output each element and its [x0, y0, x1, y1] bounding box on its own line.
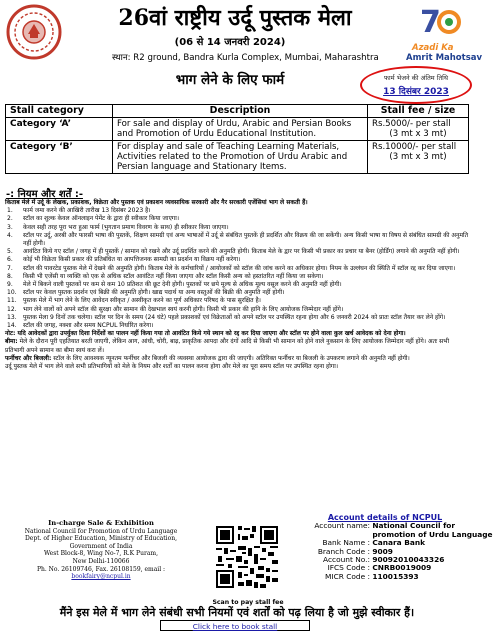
azadi-ka-amrit-mahotsav-logo [404, 4, 483, 64]
rule-text: भाग लेने वालों को अपने स्टॉल की सुरक्षा और सामान की देखभाल स्वयं करनी होगी। किसी भी प्रकार की हानि के लिए आयोजक जिम्मेदार नहीं होंगे। [23, 305, 344, 313]
clause-label: बीमा: [5, 338, 18, 346]
header-description: Description [113, 105, 368, 118]
rule-text: मेले में बिकने वाली पुस्तकों पर कम से कम 10 प्रतिशत की छूट देनी होगी। पुस्तकों पर छपे मूल्य से अधिक मूल्य वसूल करने की अनुमति नहीं होगी। [23, 281, 342, 289]
book-stall-button[interactable]: Click here to book stall [160, 620, 310, 631]
form-title: भाग लेने के लिए फार्म [175, 72, 285, 88]
rules-heading-text: -: नियम और शर्तें :- [6, 189, 83, 200]
rule-text: स्टॉल की जगह, नक्शा और समय NCPUL निर्धारित करेगा। [23, 322, 154, 330]
header-stall-fee: Stall fee / size [368, 105, 469, 118]
mahotsav-75-mark-icon [404, 4, 470, 40]
org-line: Dept. of Higher Education, Ministry of Education, [25, 535, 177, 543]
category-b-fee [368, 141, 469, 174]
rule-number: 8. [7, 272, 13, 280]
rules-heading [6, 186, 83, 200]
rule-number: 14. [7, 322, 17, 330]
stall-category-table [5, 104, 469, 174]
rules-section [5, 199, 469, 371]
rule-text: स्टॉल पर केवल पुस्तक प्रदर्शन एवं बिक्री की अनुमति होगी। खाद्य पदार्थ या अन्य वस्तुओं की बिक्री की अनुमति नहीं होगी। [23, 289, 285, 297]
category-a: Category ‘A’ [6, 118, 113, 141]
rule-number: 10. [7, 289, 17, 297]
insurance-clause [5, 338, 469, 354]
incharge-title: In-charge Sale & Exhibition [48, 519, 154, 527]
stall-size: (3 mt x 3 mt) [389, 152, 447, 162]
fee-amount: Rs.5000/- per stall [372, 119, 451, 129]
rule-text: किसी भी एजेंसी या व्यक्ति को एक से अधिक स्टॉल आवंटित नहीं किया जाएगा और स्टॉल किसी अन्य को हस्तांतरित नहीं किया जा सकेगा। [23, 272, 324, 280]
account-heading: Account details of NCPUL [327, 513, 443, 522]
org-line: New Delhi-110066 [72, 557, 130, 565]
rules-note: नोट: यदि आवेदकों द्वारा उपर्युक्त दिशा निर्देशों का पालन नहीं किया गया तो आवंटित किये गये स्थान को रद्द कर दिया जाएगा और स्टॉल पर होने वाला कुल खर्च आवेदक को देना होगा। [5, 330, 406, 338]
deadline-badge [360, 66, 472, 104]
rule-text: पुस्तक मेला 9 दिनों तक चलेगा। स्टॉल पर दिन के समय (24 घंटे) पहले प्रकाशकों एवं विक्रेताओं को अपने स्टॉल पर उपस्थित रहना होगा और 6 जनवरी 2024 को प्रातः स्टॉल तैयार कर लेने होंगे। [23, 313, 446, 321]
account-value: 9009 [372, 546, 393, 556]
account-key: MICR Code : [325, 571, 370, 581]
table-row [6, 118, 469, 141]
rule-item [5, 306, 469, 314]
category-b: Category ‘B’ [6, 141, 113, 174]
deadline-label: फार्म भेजने की अंतिम तिथि [384, 74, 448, 82]
clause-label: फर्नीचर और बिजली: [5, 354, 52, 362]
fee-amount: Rs.10000/- per stall [372, 142, 457, 152]
clause-text: उर्दू पुस्तक मेले में भाग लेने वाले सभी प्रतिभागियों को मेले के नियम और शर्तों का पालन करना होगा और मेले का पूरा समय स्टॉल पर उपस्थित रहना होगा। [5, 363, 339, 371]
account-value: 110015393 [372, 571, 419, 581]
furniture-clause [5, 355, 469, 363]
table-header-row [6, 105, 469, 118]
table-row [6, 141, 469, 174]
rule-number: 1. [7, 207, 13, 215]
clause-text: स्टॉल के लिए आवश्यक न्यूनतम फर्नीचर और बिजली की व्यवस्था आयोजक द्वारा की जाएगी। अतिरिक्त फर्नीचर या बिजली के उपकरण लगाने की अनुमति नहीं होगी। [53, 354, 410, 362]
rule-item [5, 297, 469, 305]
page-title: 26वां राष्ट्रीय उर्दू पुस्तक मेला [118, 5, 352, 31]
rule-number: 11. [7, 297, 17, 305]
ncpul-emblem-logo [6, 4, 62, 60]
qr-caption: Scan to pay stall fee [212, 599, 284, 606]
rule-item [5, 232, 469, 248]
clause-text: मेले के दौरान पूरी एहतियात बरती जाएगी, लेकिन आग, आंधी, चोरी, बाढ़, प्राकृतिक आपदा और दंगों आदि से किसी भी सामान को होने वाले नुकसान के लिए आयोजक जिम्मेदार नहीं होंगे। अतः सभी प्रतिभागी अपने सामान का बीमा स्वयं करा लें। [5, 338, 450, 354]
account-value: promotion of Urdu Language [372, 529, 493, 539]
org-line: Government of India [69, 542, 133, 550]
fair-dates: (06 से 14 जनवरी 2024) [174, 37, 286, 48]
org-line: West Block-8, Wing No-7, R.K Puram, [44, 550, 158, 558]
general-clause [5, 363, 469, 371]
declaration: मैंने इस मेले में भाग लेने संबंधी सभी नियमों एवं शर्तों को पढ़ लिया है जो मुझे स्वीकार हैं। [59, 606, 415, 619]
incharge-contact-block [6, 520, 196, 581]
account-key: Bank Name : [322, 538, 370, 548]
rule-number: 4. [7, 231, 13, 239]
logo-text-line-1: Azadi Ka [412, 43, 454, 53]
rule-text: केवल सही तरह पूरा भरा हुआ फार्म (भुगतान प्रमाण विवरण के साथ) ही स्वीकार किया जाएगा। [23, 223, 229, 231]
account-key: Branch Code : [317, 546, 370, 556]
rule-number: 7. [7, 264, 13, 272]
rule-text: स्टॉल की पावरटेड पुस्तक मेले में देखने की अनुमति होगी। किताब मेले के कर्मचारियों / आयोजकों को स्टॉल की जांच करने का अधिकार होगा। नियम के उल्लंघन की स्थिति में स्टॉल रद्द कर दिया जाएगा। [23, 264, 456, 272]
rule-number: 9. [7, 281, 13, 289]
org-line: Ph. No. 26109746, Fax. 26108159, email : [36, 565, 166, 573]
category-b-description: For display and sale of Teaching Learning Materials, Activities related to the Promotion of Urdu Arabic and Persian language and Stationary Items. [113, 141, 368, 174]
rule-item [5, 314, 469, 322]
rule-text: कोई भी विक्रेता किसी प्रकार की प्रतिबंधित या आपत्तिजनक सामग्री का प्रदर्शन या विक्रय नहीं करेगा। [23, 256, 241, 264]
rule-number: 6. [7, 256, 13, 264]
account-value: CNRB0019009 [372, 563, 432, 573]
rule-text: आवंटित किये गए स्टॉल / जगह में ही पुस्तकें / सामान को रखने और उर्दू प्रदर्शित करने की अनुमति होगी। किताब मेले के द्वार पर किसी भी प्रकार का प्रचार या बैनर (होर्डिंग) लगाने की अनुमति नहीं होगी। [23, 248, 460, 256]
rule-number: 2. [7, 215, 13, 223]
rules-intro: किताब मेले में उर्दू के लेखक, प्रकाशक, विक्रेता और पुस्तक एवं प्रकाशन व्यवसायिक सरकारी और गैर सरकारी एजेंसियां भाग ले सकती हैं। [5, 199, 308, 206]
rule-number: 5. [7, 248, 13, 256]
rule-number: 12. [7, 305, 17, 313]
rule-item [5, 322, 469, 330]
logo-text-line-2: Amrit Mahotsav [406, 53, 483, 63]
payment-qr-code-icon[interactable] [214, 524, 280, 590]
rule-item [5, 224, 469, 232]
svg-text:7: 7 [420, 5, 441, 40]
rule-text: स्टॉल पर उर्दू, अरबी और फारसी भाषा की पुस्तकें, शिक्षण सामग्री एवं अन्य भाषाओं में उर्दू से संबंधित पुस्तकें ही प्रदर्शित और विक्रय की जा सकेंगी। अन्य किसी भाषा या विषय से संबंधित सामग्री की अनुमति नहीं होगी। [23, 231, 469, 248]
rule-text: पुस्तक मेले में भाग लेने के लिए आवेदन स्वीकृत / अस्वीकृत करने का पूर्ण अधिकार परिषद के पास सुरक्षित है। [23, 297, 261, 305]
account-details-block [300, 513, 493, 581]
account-key: IFCS Code : [327, 563, 370, 573]
rule-item [5, 265, 469, 273]
account-row [300, 573, 470, 581]
rule-item [5, 281, 469, 289]
contact-email-link[interactable]: bookfairy@ncpul.in [71, 573, 131, 581]
account-key: Account name: [314, 521, 370, 531]
rule-item [5, 273, 469, 281]
rule-text: स्टॉल का शुल्क केवल ऑनलाइन पेमेंट के द्वारा ही स्वीकार किया जाएगा। [23, 215, 180, 223]
category-a-description: For sale and display of Urdu, Arabic and Persian Books and Promotion of Urdu Educational Institution. [113, 118, 368, 141]
account-value: National Council for [372, 521, 456, 531]
rule-number: 13. [7, 313, 17, 321]
rule-text: फार्म जमा करने की आखिरी तारीख 13 दिसंबर 2023 है। [23, 207, 151, 215]
account-key: Account No.: [323, 555, 370, 565]
category-a-fee [368, 118, 469, 141]
header-stall-category: Stall category [6, 105, 113, 118]
deadline-date: 13 दिसंबर 2023 [383, 87, 449, 97]
account-value: 90092010043326 [372, 555, 445, 565]
rule-item [5, 256, 469, 264]
stall-size: (3 mt x 3 mt) [389, 129, 447, 139]
rule-item [5, 215, 469, 223]
org-line: National Council for Promotion of Urdu Language [24, 527, 178, 535]
account-value: Canara Bank [372, 538, 426, 548]
venue: स्थान: R2 ground, Bandra Kurla Complex, Mumbai, Maharashtra [112, 53, 379, 63]
rule-number: 3. [7, 223, 13, 231]
